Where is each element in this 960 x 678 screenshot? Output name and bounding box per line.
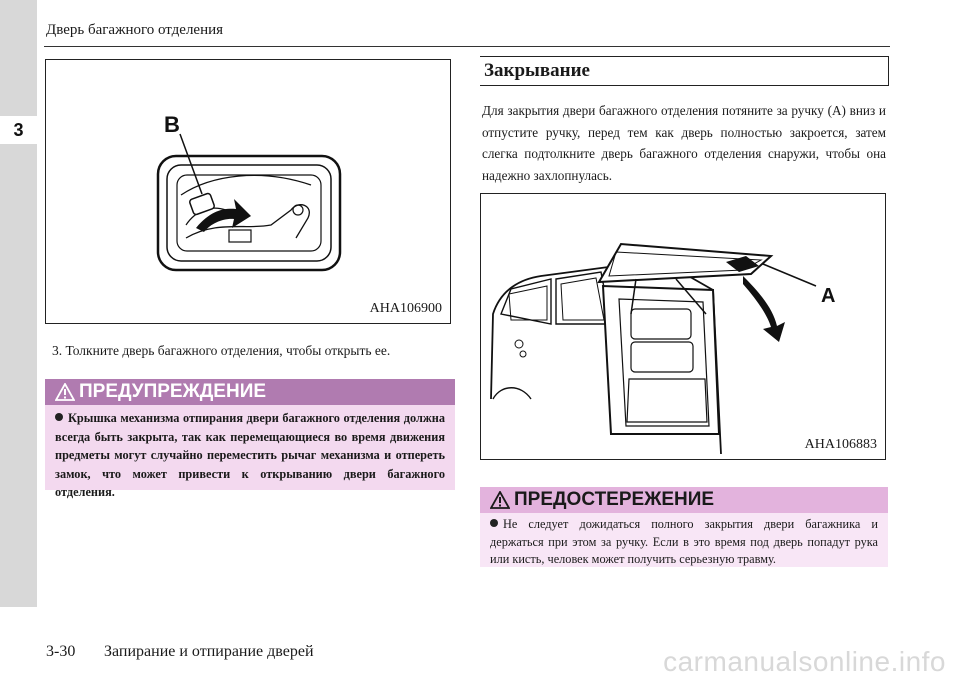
figure-release-lever — [45, 59, 451, 324]
figure-tailgate — [480, 193, 886, 460]
header-divider — [44, 46, 890, 47]
section-title: Дверь багажного отделения — [46, 22, 224, 38]
footer-chapter-title: Запирание и отпирание дверей — [104, 643, 314, 660]
caution-header — [480, 487, 888, 513]
warning-triangle-icon — [490, 491, 510, 509]
callout-b: B — [164, 112, 180, 137]
caution-box — [480, 487, 888, 567]
side-strip — [0, 0, 37, 607]
warning-text: Крышка механизма отпирания двери багажного отделения должна всегда быть закрыта, так как перемещающиеся во время движения предметы могут случайно переместить рычаг механизма и отпереть замок, что может привести к открыванию двери багажного отделения. — [55, 411, 445, 499]
bullet-icon — [490, 519, 498, 527]
release-lever-illustration — [46, 60, 450, 323]
caution-title: ПРЕДОСТЕРЕЖЕНИЕ — [514, 489, 715, 510]
down-arrow-icon — [743, 276, 785, 342]
warning-box — [45, 379, 455, 499]
watermark: carmanualsonline.info — [663, 646, 946, 677]
callout-a: A — [821, 285, 836, 307]
warning-header — [45, 379, 455, 405]
page-number: 3-30 — [46, 643, 76, 660]
bullet-icon — [55, 413, 63, 421]
warning-body — [55, 409, 445, 502]
step-3-text: 3. Толкните дверь багажного отделения, чтобы открыть ее. — [52, 343, 391, 358]
closing-title-frame — [480, 56, 889, 86]
figure-label: AHA106883 — [804, 437, 877, 452]
warning-triangle-icon — [55, 383, 75, 401]
closing-title: Закрывание — [484, 60, 590, 81]
figure-label: AHA106900 — [369, 301, 442, 316]
warning-title: ПРЕДУПРЕЖДЕНИЕ — [79, 381, 267, 402]
chapter-tab: 3 — [0, 116, 37, 144]
caution-text: Не следует дожидаться полного закрытия двери багажника и держаться при этом за ручку. Если в это время под дверь попадут рука или кисть, человек может получить серьезную травму. — [490, 517, 878, 566]
caution-body — [490, 516, 878, 569]
closing-paragraph: Для закрытия двери багажного отделения потяните за ручку (A) вниз и отпустите ручку, перед тем как дверь полностью закроется, затем слегка подтолкните дверь багажного отделения снаружи, чтобы она надежно захлопнулась. — [482, 103, 886, 183]
tailgate-illustration — [481, 194, 885, 459]
